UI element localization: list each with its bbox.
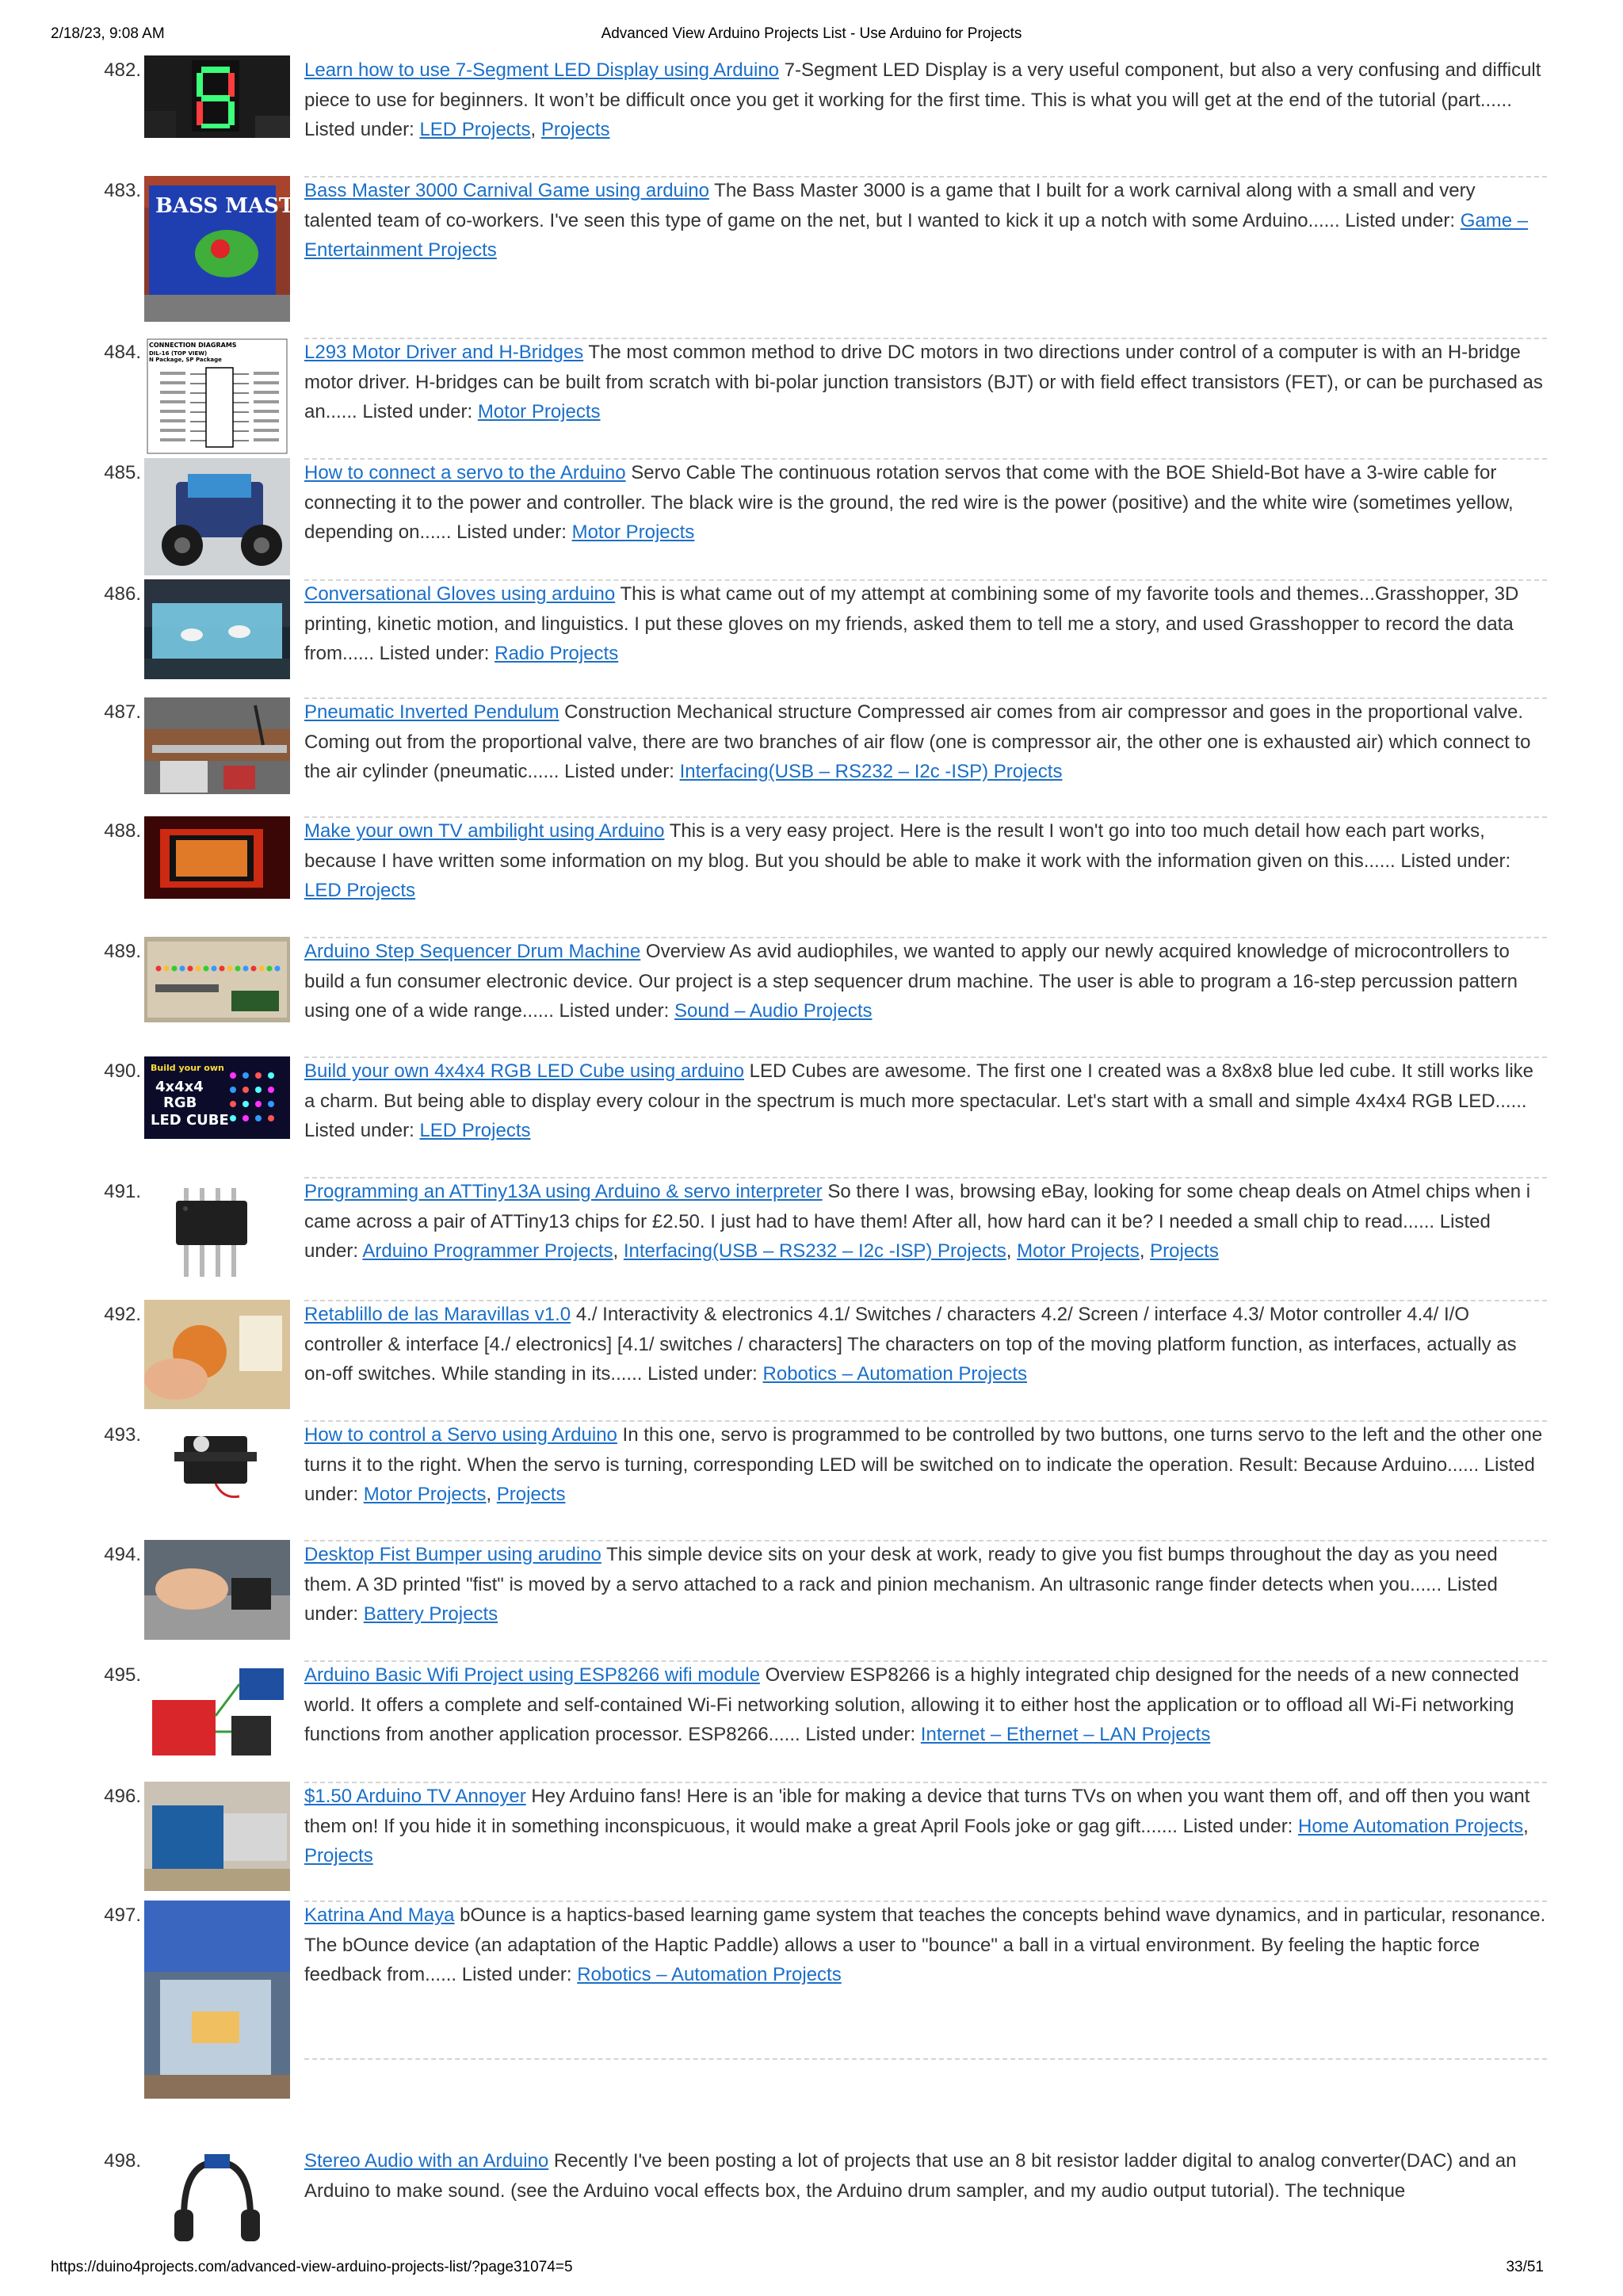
- item-text: [304, 1177, 1547, 1266]
- listed-under-label: Listed under:: [1339, 209, 1461, 231]
- tv-ambilight-image[interactable]: [144, 816, 290, 899]
- item-number: 488.: [104, 820, 141, 842]
- category-separator: ,: [1006, 1240, 1018, 1262]
- retablillo-hand-image[interactable]: [144, 1300, 290, 1409]
- project-title-link[interactable]: Programming an ATTiny13A using Arduino & servo interpreter: [304, 1181, 823, 1202]
- item-text: [304, 1540, 1547, 1629]
- listed-under-label: Listed under:: [304, 1573, 1498, 1625]
- category-link[interactable]: Projects: [496, 1484, 566, 1505]
- esp8266-wiring-image[interactable]: [144, 1660, 290, 1762]
- listed-under-label: Listed under:: [304, 1210, 1491, 1262]
- category-link[interactable]: Radio Projects: [495, 643, 619, 664]
- print-footer: [0, 2259, 1623, 2283]
- svg-text:DIL-16 (TOP VIEW): DIL-16 (TOP VIEW): [149, 350, 208, 357]
- project-description: Construction Mechanical structure Compressed air comes from air compressor and goes in the proportional valve. Coming out from the proportional valve, there are two branches of air flow (one is compressor air, the other one is exhausted air) which connect to the air cylinder (pneumatic......: [304, 701, 1531, 782]
- listed-under-label: Listed under:: [800, 1724, 921, 1745]
- project-title-link[interactable]: Bass Master 3000 Carnival Game using arduino: [304, 180, 709, 201]
- attiny-chip-image[interactable]: [144, 1177, 290, 1289]
- gloves-display-image[interactable]: [144, 579, 290, 679]
- project-title-link[interactable]: Desktop Fist Bumper using arudino: [304, 1544, 601, 1565]
- category-link[interactable]: Internet – Ethernet – LAN Projects: [920, 1724, 1211, 1745]
- item-number: 489.: [104, 941, 141, 962]
- project-description: 7-Segment LED Display is a very useful component, but also a very confusing and difficult piece to use for beginners. It won’t be difficult once you get it working for the first time. This is what you will get at the end of the tutorial (part......: [304, 59, 1541, 111]
- connection-diagram-image[interactable]: [144, 338, 290, 455]
- item-text: [304, 1901, 1547, 1990]
- page-number: 33/51: [1506, 2259, 1544, 2275]
- listed-under-label: Listed under:: [456, 1964, 578, 1985]
- project-description: Servo Cable The continuous rotation servos that come with the BOE Shield-Bot have a 3-wire cable for connecting it to the power and controller. The black wire is the ground, the red wire is the power (positive) and the white wire (sometimes yellow, depending on......: [304, 462, 1514, 543]
- project-title-link[interactable]: Make your own TV ambilight using Arduino: [304, 820, 665, 842]
- project-title-link[interactable]: Pneumatic Inverted Pendulum: [304, 701, 559, 723]
- category-link[interactable]: Robotics – Automation Projects: [762, 1363, 1028, 1385]
- item-number: 495.: [104, 1664, 141, 1686]
- item-text: [304, 816, 1547, 906]
- project-title-link[interactable]: L293 Motor Driver and H-Bridges: [304, 342, 584, 363]
- item-number: 487.: [104, 701, 141, 723]
- project-title-link[interactable]: Arduino Basic Wifi Project using ESP8266 wifi module: [304, 1664, 760, 1686]
- project-description: bOunce is a haptics-based learning game system that teaches the concepts behind wave dynamics, and in particular, resonance. The bOunce device (an adaptation of the Haptic Paddle) allows a user to "bounce" a ball in a virtual environment. By feeling the haptic force feedback from......: [304, 1904, 1546, 1985]
- project-title-link[interactable]: $1.50 Arduino TV Annoyer: [304, 1786, 526, 1807]
- item-text: [304, 1056, 1547, 1146]
- svg-text:CONNECTION DIAGRAMS: CONNECTION DIAGRAMS: [149, 342, 237, 349]
- category-link[interactable]: Motor Projects: [1017, 1240, 1140, 1262]
- listed-under-label: Listed under:: [642, 1363, 763, 1385]
- item-divider: [304, 2058, 1547, 2060]
- category-link[interactable]: Arduino Programmer Projects: [362, 1240, 613, 1262]
- category-link[interactable]: Sound – Audio Projects: [674, 1000, 873, 1022]
- rgb-led-cube-image[interactable]: [144, 1056, 290, 1139]
- item-text: [304, 1420, 1547, 1510]
- category-separator: ,: [486, 1484, 497, 1505]
- project-title-link[interactable]: Build your own 4x4x4 RGB LED Cube using arduino: [304, 1060, 744, 1082]
- project-title-link[interactable]: Conversational Gloves using arduino: [304, 583, 616, 605]
- item-text: [304, 55, 1547, 145]
- headphones-image[interactable]: [144, 2146, 290, 2249]
- category-link[interactable]: Battery Projects: [363, 1603, 498, 1625]
- drum-machine-board-image[interactable]: [144, 937, 290, 1022]
- print-date: 2/18/23, 9:08 AM: [51, 25, 165, 42]
- project-description: This is a very easy project. Here is the result I won't go into too much detail how each part works, because I have written some information on my blog. But you should be able to make it work with the information given on this...... Listed: [304, 820, 1485, 872]
- print-title: Advanced View Arduino Projects List - Use Arduino for Projects: [601, 25, 1022, 42]
- project-title-link[interactable]: Arduino Step Sequencer Drum Machine: [304, 941, 641, 962]
- category-link[interactable]: Motor Projects: [571, 521, 695, 543]
- svg-text:4x4x4: 4x4x4: [155, 1079, 204, 1095]
- category-separator: ,: [1139, 1240, 1151, 1262]
- item-text: [304, 1300, 1547, 1389]
- item-number: 497.: [104, 1904, 141, 1926]
- haptic-paddle-image[interactable]: [144, 1901, 290, 2099]
- print-header: [0, 25, 1623, 49]
- item-text: [304, 2146, 1547, 2206]
- project-description: The most common method to drive DC motors in two directions under control of a computer is with an H-bridge motor driver. H-bridges can be built from scratch with bi-polar junction transistors (BJT) or with field effect transistors (FET), or can be purchased as an......: [304, 342, 1543, 422]
- item-number: 486.: [104, 583, 141, 605]
- category-link[interactable]: LED Projects: [419, 1120, 531, 1141]
- listed-under-label: Listed under:: [374, 643, 495, 664]
- item-number: 483.: [104, 180, 141, 201]
- listed-under-label: Listed under:: [1177, 1815, 1299, 1837]
- bass-master-game-image[interactable]: [144, 176, 327, 322]
- item-number: 482.: [104, 59, 141, 81]
- project-title-link[interactable]: How to connect a servo to the Arduino: [304, 462, 626, 483]
- category-link[interactable]: LED Projects: [419, 119, 531, 140]
- category-link[interactable]: Robotics – Automation Projects: [577, 1964, 842, 1985]
- item-text: [304, 937, 1547, 1026]
- category-link[interactable]: Interfacing(USB – RS232 – I2c -ISP) Projects: [623, 1240, 1006, 1262]
- svg-text:N Package, SP Package: N Package, SP Package: [149, 357, 222, 363]
- item-number: 492.: [104, 1304, 141, 1325]
- listed-under-label: Listed under:: [304, 119, 420, 140]
- listed-under-label: Listed under:: [304, 1120, 420, 1141]
- project-description: So there I was, browsing eBay, looking for some cheap deals on Atmel chips when i came across a pair of ATTiny13 chips for £2.50. I just had to have them! After all, how hard can it be? I needed a small chip to read......: [304, 1181, 1531, 1232]
- category-link[interactable]: Home Automation Projects: [1298, 1815, 1524, 1837]
- category-link[interactable]: Motor Projects: [477, 401, 601, 422]
- listed-under-label: Listed under:: [553, 1000, 674, 1022]
- svg-text:RGB: RGB: [163, 1095, 197, 1111]
- item-text: [304, 1782, 1547, 1871]
- project-description: This simple device sits on your desk at work, ready to give you fist bumps throughout the day as you need them. A 3D printed "fist" is moved by a servo attached to a rack and pinion mechanism. An ultrasonic range finder detects when you......: [304, 1544, 1498, 1595]
- project-description: This is what came out of my attempt at combining some of my favorite tools and themes...Grasshopper, 3D printing, kinetic motion, and linguistics. I put these gloves on my friends, asked them to tell me a story, and used Grasshopper to record the data from......: [304, 583, 1519, 664]
- item-text: [304, 697, 1547, 787]
- listed-under-label: Listed under:: [451, 521, 572, 543]
- project-description: Hey Arduino fans! Here is an 'ible for making a device that turns TVs on when you want them off, and off then you want them on! If you hide it in something inconspicuous, it would make a great April Fools joke or gag gift.......: [304, 1786, 1530, 1837]
- project-description: Overview As avid audiophiles, we wanted to apply our newly acquired knowledge of microcontrollers to build a fun consumer electronic device. Our project is a step sequencer drum machine. The user is able to program a 16-step percussion pattern using one of a wide range......: [304, 941, 1518, 1022]
- item-number: 484.: [104, 342, 141, 363]
- svg-text:BASS MASTER: BASS MASTER: [155, 194, 327, 218]
- project-title-link[interactable]: Retablillo de las Maravillas v1.0: [304, 1304, 571, 1325]
- svg-text:Build your own: Build your own: [151, 1063, 224, 1073]
- category-link[interactable]: Projects: [1150, 1240, 1219, 1262]
- item-text: [304, 1660, 1547, 1750]
- project-description: LED Cubes are awesome. The first one I created was a 8x8x8 blue led cube. It still works like a charm. But being able to display every colour in the spectrum is much more spectacular. Let's start with a small and simple 4x4x4 RGB LED......: [304, 1060, 1534, 1112]
- project-description: The Bass Master 3000 is a game that I built for a work carnival along with a small and very talented team of co-workers. I've seen this type of game on the net, but I wanted to kick it up a notch with some Arduino......: [304, 180, 1476, 231]
- item-number: 498.: [104, 2150, 141, 2172]
- listed-under-label: Listed under:: [304, 1454, 1535, 1505]
- category-link[interactable]: Game – Entertainment Projects: [304, 209, 1529, 261]
- category-link[interactable]: Motor Projects: [363, 1484, 487, 1505]
- fist-bumper-image[interactable]: [144, 1540, 290, 1640]
- pendulum-rig-image[interactable]: [144, 697, 290, 794]
- category-separator: ,: [1523, 1815, 1529, 1837]
- project-title-link[interactable]: Learn how to use 7-Segment LED Display using Arduino: [304, 59, 780, 81]
- project-description: Recently I've been posting a lot of projects that use an 8 bit resistor ladder digital to analog converter(DAC) and an Arduino to make sound. (see the Arduino vocal effects box, the Arduino drum sampler, and my audio output tutorial). The technique: [304, 2150, 1517, 2202]
- project-description: Overview ESP8266 is a highly integrated chip designed for the needs of a new connected world. It offers a complete and self-contained Wi-Fi networking solution, allowing it to either host the application or to offload all Wi-Fi networking functions from another application processor. ESP8266......: [304, 1664, 1519, 1745]
- project-title-link[interactable]: How to control a Servo using Arduino: [304, 1424, 617, 1446]
- tv-annoyer-image[interactable]: [144, 1782, 290, 1891]
- project-description: 4./ Interactivity & electronics 4.1/ Switches / characters 4.2/ Screen / interface 4.3/ Motor controller 4.4/ I/O controller & interface [4./ electronics] [4.1/ switches / characters] The characters on top of the moving platform function, as interfaces, actually as on-off switches. While standing in its......: [304, 1304, 1517, 1385]
- category-link[interactable]: Projects: [540, 119, 610, 140]
- svg-text:LED CUBE: LED CUBE: [151, 1112, 229, 1129]
- item-number: 496.: [104, 1786, 141, 1807]
- item-number: 493.: [104, 1424, 141, 1446]
- item-text: [304, 579, 1547, 669]
- project-description: In this one, servo is programmed to be controlled by two buttons, one turns servo to the left and the other one turns it to the right. When the servo is turning, corresponding LED will be switched on to indicate the operation. Result: Because Arduino......: [304, 1424, 1543, 1476]
- item-number: 490.: [104, 1060, 141, 1082]
- category-separator: ,: [530, 119, 541, 140]
- category-link[interactable]: Interfacing(USB – RS232 – I2c -ISP) Projects: [679, 761, 1063, 782]
- item-number: 494.: [104, 1544, 141, 1565]
- item-text: [304, 338, 1547, 427]
- item-number: 485.: [104, 462, 141, 483]
- category-link[interactable]: LED Projects: [304, 880, 416, 901]
- print-url: https://duino4projects.com/advanced-view-arduino-projects-list/?page31074=5: [51, 2259, 573, 2275]
- seven-segment-led-image[interactable]: [144, 55, 290, 138]
- servo-motor-image[interactable]: [144, 1420, 290, 1503]
- listed-under-label: Listed under:: [559, 761, 680, 782]
- category-link[interactable]: Projects: [304, 1845, 373, 1866]
- listed-under-label: Listed under:: [357, 401, 478, 422]
- item-number: 491.: [104, 1181, 141, 1202]
- listed-under-label: under:: [1451, 850, 1511, 872]
- servo-robot-image[interactable]: [144, 458, 290, 575]
- category-separator: ,: [613, 1240, 624, 1262]
- item-text: [304, 458, 1547, 548]
- project-list: [0, 55, 1623, 2243]
- project-title-link[interactable]: Stereo Audio with an Arduino: [304, 2150, 549, 2172]
- project-title-link[interactable]: Katrina And Maya: [304, 1904, 455, 1926]
- item-text: [304, 176, 1547, 266]
